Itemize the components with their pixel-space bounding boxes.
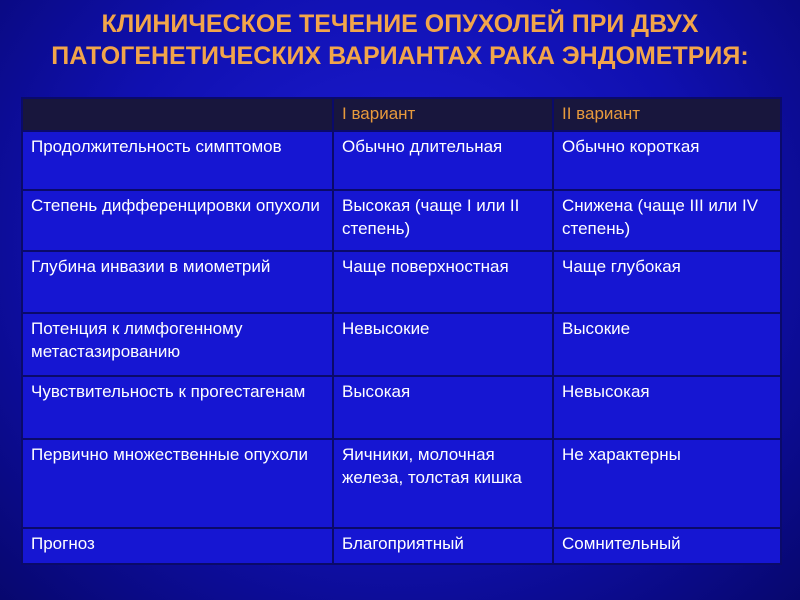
slide-title xyxy=(0,8,800,72)
row-feature-cell: Глубина инвазии в миометрий xyxy=(22,251,333,313)
row-variant-2-cell: Невысокая xyxy=(553,376,781,439)
row-variant-2-cell: Обычно короткая xyxy=(553,131,781,190)
header-cell-variant-1: I вариант xyxy=(333,98,553,131)
table-row xyxy=(22,131,781,190)
table-header-row xyxy=(22,98,781,131)
row-variant-1-cell: Обычно длительная xyxy=(333,131,553,190)
header-cell-variant-2: II вариант xyxy=(553,98,781,131)
row-feature-cell: Степень дифференцировки опухоли xyxy=(22,190,333,252)
table-row xyxy=(22,251,781,313)
row-feature-cell: Прогноз xyxy=(22,528,333,564)
header-cell-feature xyxy=(22,98,333,131)
row-variant-2-cell: Не характерны xyxy=(553,439,781,528)
row-feature-cell: Чувствительность к прогестагенам xyxy=(22,376,333,439)
table-row xyxy=(22,190,781,252)
slide-title-line-1: КЛИНИЧЕСКОЕ ТЕЧЕНИЕ ОПУХОЛЕЙ ПРИ ДВУХ xyxy=(101,10,699,38)
comparison-table xyxy=(21,97,782,565)
row-variant-1-cell: Благоприятный xyxy=(333,528,553,564)
row-variant-1-cell: Невысокие xyxy=(333,313,553,376)
table-row xyxy=(22,439,781,528)
row-feature-cell: Первично множественные опухоли xyxy=(22,439,333,528)
row-variant-2-cell: Высокие xyxy=(553,313,781,376)
row-variant-1-cell: Высокая (чаще I или II степень) xyxy=(333,190,553,252)
row-variant-1-cell: Чаще поверхностная xyxy=(333,251,553,313)
slide-title-line-2: ПАТОГЕНЕТИЧЕСКИХ ВАРИАНТАХ РАКА ЭНДОМЕТРИЯ: xyxy=(51,42,749,70)
row-feature-cell: Потенция к лимфогенному метастазированию xyxy=(22,313,333,376)
table-row xyxy=(22,313,781,376)
row-variant-2-cell: Снижена (чаще III или IV степень) xyxy=(553,190,781,252)
row-variant-2-cell: Сомнительный xyxy=(553,528,781,564)
row-feature-cell: Продолжительность симптомов xyxy=(22,131,333,190)
table-row xyxy=(22,376,781,439)
row-variant-2-cell: Чаще глубокая xyxy=(553,251,781,313)
row-variant-1-cell: Яичники, молочная железа, толстая кишка xyxy=(333,439,553,528)
row-variant-1-cell: Высокая xyxy=(333,376,553,439)
table-row xyxy=(22,528,781,564)
